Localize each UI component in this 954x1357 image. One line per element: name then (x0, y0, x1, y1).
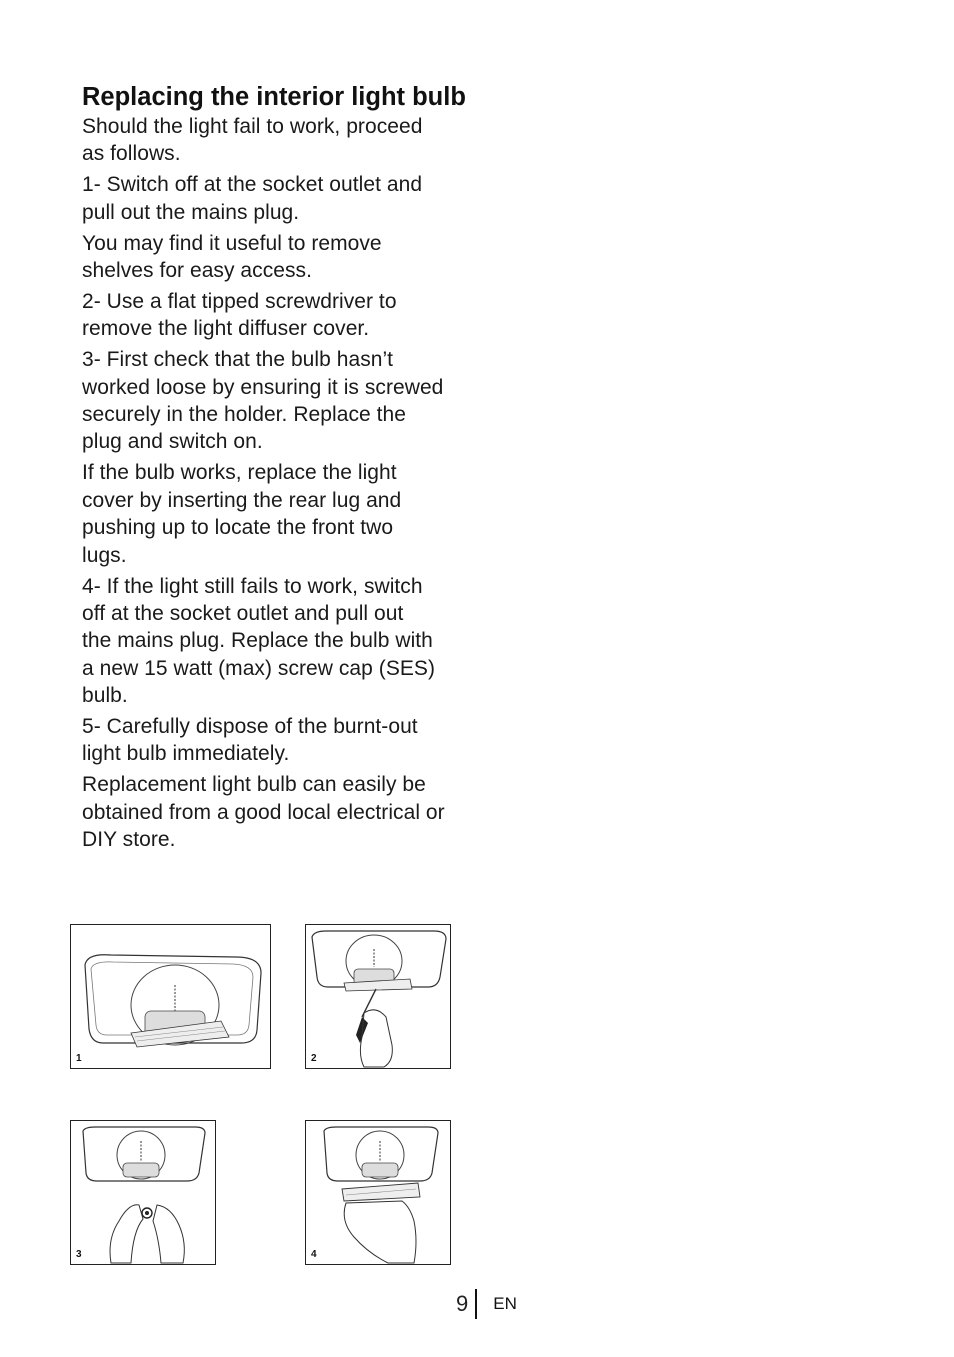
paragraph: 4- If the light still fails to work, switch off at the socket outlet and pull out the mains plug. Replace the bulb with a new 15 watt (max) screw cap (SES) bulb. (82, 574, 436, 708)
figure-number: 2 (311, 1053, 317, 1064)
lamp-housing-icon (71, 925, 271, 1069)
paragraph: 5- Carefully dispose of the burnt-out light bulb immediately. (82, 715, 418, 766)
page-footer (456, 1288, 517, 1320)
figure-number: 3 (76, 1249, 82, 1260)
figure-number: 1 (76, 1053, 82, 1064)
language-code: EN (493, 1294, 517, 1313)
paragraph: You may find it useful to remove shelves for easy access. (82, 231, 382, 283)
figure-1 (70, 924, 271, 1069)
hand-refitting-cover-icon (306, 1121, 451, 1265)
footer-divider (475, 1289, 477, 1319)
paragraph: 2- Use a flat tipped screwdriver to remove the light diffuser cover. (82, 289, 397, 341)
figure-2 (305, 924, 451, 1069)
paragraph: 1- Switch off at the socket outlet and pull out the mains plug. (82, 173, 423, 224)
section-title: Replacing the interior light bulb (82, 83, 466, 111)
figure-3 (70, 1120, 216, 1265)
figure-4 (305, 1120, 451, 1265)
paragraph: Should the light fail to work, proceed as follows. (82, 115, 423, 166)
screwdriver-removing-cover-icon (306, 925, 451, 1069)
text-column (82, 84, 482, 857)
paragraph: 3- First check that the bulb hasn’t worked loose by ensuring it is screwed securely in the holder. Replace the plug and switch on. (82, 348, 444, 454)
page-number: 9 (456, 1291, 469, 1316)
paragraph: If the bulb works, replace the light cover by inserting the rear lug and pushing up to locate the front two lugs. (82, 461, 402, 567)
paragraph: Replacement light bulb can easily be obtained from a good local electrical or DIY store. (82, 773, 445, 852)
figure-number: 4 (311, 1249, 317, 1260)
hands-replacing-bulb-icon (71, 1121, 216, 1265)
